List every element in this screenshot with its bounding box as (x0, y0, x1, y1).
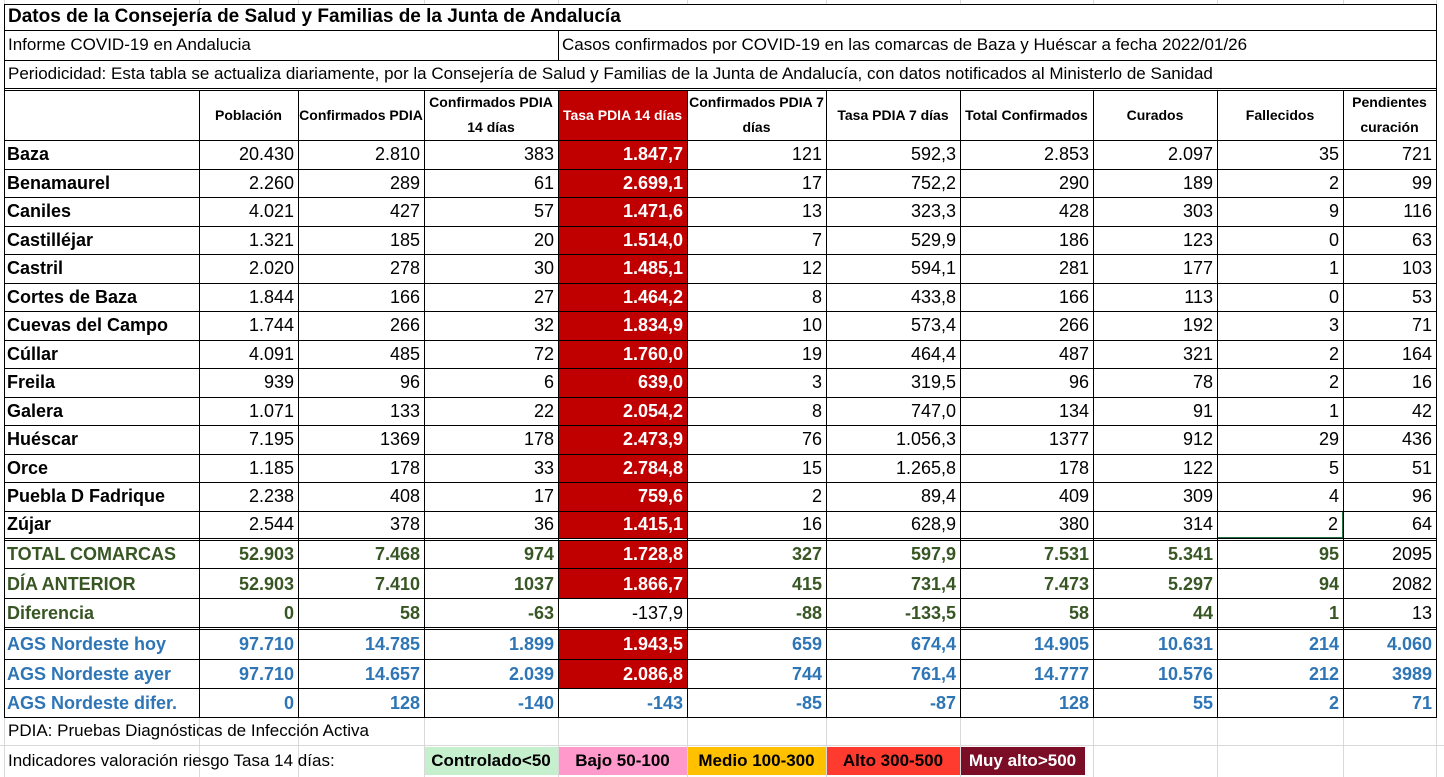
table-cell[interactable]: 113 (1184, 286, 1213, 307)
table-cell[interactable]: 64 (1411, 514, 1432, 534)
table-cell[interactable]: 428 (1058, 201, 1089, 221)
grid-line (558, 90, 559, 717)
municipio-name[interactable]: Galera (7, 400, 64, 421)
ags-label[interactable]: AGS Nordeste difer. (7, 692, 178, 713)
table-cell[interactable]: 178 (523, 429, 554, 449)
municipio-name[interactable]: Freila (7, 372, 56, 392)
cases-caption[interactable]: Casos confirmados por COVID-19 en las comarcas de Baza y Huéscar a fecha 2022/01/26 (562, 35, 1248, 54)
table-cell[interactable]: 8 (811, 400, 822, 421)
table-cell[interactable]: 1377 (1048, 429, 1089, 449)
municipio-name[interactable]: Baza (7, 144, 50, 164)
table-cell[interactable]: 22 (533, 400, 554, 421)
header-poblacion[interactable]: Población (215, 106, 282, 123)
ags-cell[interactable]: 128 (1058, 692, 1089, 713)
table-cell[interactable]: 383 (523, 144, 554, 164)
table-cell[interactable]: 35 (1318, 144, 1339, 164)
summary-cell[interactable]: 731,4 (910, 573, 956, 594)
summary-cell[interactable]: 5.297 (1167, 573, 1213, 594)
grid-line (4, 368, 1437, 369)
summary-cell[interactable]: 58 (399, 602, 420, 623)
ags-cell[interactable]: -85 (795, 692, 822, 713)
table-cell[interactable]: 2.853 (1043, 144, 1089, 164)
table-cell[interactable]: 61 (533, 172, 554, 193)
ags-cell[interactable]: 71 (1411, 692, 1432, 713)
table-cell[interactable]: 53 (1411, 286, 1432, 307)
table-cell[interactable]: 133 (389, 400, 420, 421)
table-cell[interactable]: 5 (1328, 457, 1339, 478)
table-cell[interactable]: 27 (533, 286, 554, 307)
table-cell[interactable]: 378 (389, 514, 420, 534)
summary-cell[interactable]: 94 (1318, 573, 1339, 594)
summary-cell[interactable]: 2095 (1391, 544, 1432, 564)
summary-cell[interactable]: 44 (1192, 602, 1213, 623)
table-cell[interactable]: 33 (533, 457, 554, 478)
table-cell[interactable]: 96 (1411, 486, 1432, 506)
indicators-label[interactable]: Indicadores valoración riesgo Tasa 14 días: (8, 751, 335, 770)
ags-cell[interactable]: 212 (1308, 663, 1339, 684)
ags-cell[interactable]: 214 (1308, 633, 1339, 654)
legend-controlado[interactable]: Controlado<50 (424, 747, 558, 775)
ags-cell[interactable]: 55 (1192, 692, 1213, 713)
legend-medio[interactable]: Medio 100-300 (687, 747, 826, 775)
table-cell[interactable]: 7 (811, 229, 822, 250)
table-cell[interactable]: 1.834,9 (558, 311, 687, 340)
table-cell[interactable]: 3 (811, 372, 822, 392)
municipio-name[interactable]: Caniles (7, 201, 72, 221)
grid-line (4, 717, 1437, 718)
table-cell[interactable]: 192 (1182, 315, 1213, 335)
table-cell[interactable]: 1.844 (248, 286, 294, 307)
table-cell[interactable]: 177 (1182, 258, 1213, 278)
grid-line (1436, 715, 1437, 777)
summary-cell[interactable]: -88 (795, 602, 822, 623)
municipio-name[interactable]: Huéscar (7, 429, 79, 449)
grid-line (4, 226, 1437, 227)
table-cell[interactable]: 2.544 (248, 514, 294, 534)
table-cell[interactable]: 409 (1058, 486, 1089, 506)
table-cell[interactable]: 2.097 (1167, 144, 1213, 164)
grid-line (4, 598, 1437, 599)
grid-line (4, 197, 1437, 198)
table-cell[interactable]: 2.810 (374, 144, 420, 164)
table-cell[interactable]: 166 (1058, 286, 1089, 307)
ags-cell[interactable]: 2.039 (508, 663, 554, 684)
ags-cell[interactable]: 10.631 (1157, 633, 1213, 654)
grid-line (4, 4, 1437, 5)
table-cell[interactable]: 42 (1411, 400, 1432, 421)
table-cell[interactable]: 96 (399, 372, 420, 392)
table-cell[interactable]: 639,0 (558, 368, 687, 397)
table-cell[interactable]: 1 (1328, 400, 1339, 421)
table-cell[interactable]: 487 (1058, 343, 1089, 364)
table-cell[interactable]: 15 (801, 457, 822, 478)
table-cell[interactable]: 529,9 (910, 229, 956, 250)
municipio-name[interactable]: Zújar (7, 514, 52, 534)
header-pendientes[interactable]: Pendientes curación (1352, 94, 1427, 135)
table-cell[interactable]: 1.744 (248, 315, 294, 335)
table-cell[interactable]: 51 (1411, 457, 1432, 478)
table-cell[interactable]: 1.321 (248, 229, 294, 250)
summary-cell[interactable]: 1037 (513, 573, 554, 594)
grid-line (4, 254, 1437, 255)
grid-line (4, 90, 1437, 91)
ags-cell[interactable]: 2.086,8 (558, 659, 687, 689)
table-cell[interactable]: 29 (1318, 429, 1339, 449)
legend-alto[interactable]: Alto 300-500 (826, 747, 960, 775)
table-cell[interactable]: 32 (533, 315, 554, 335)
table-cell[interactable]: 72 (533, 343, 554, 364)
table-cell[interactable]: 30 (533, 258, 554, 278)
table-cell[interactable]: 309 (1182, 486, 1213, 506)
table-cell[interactable]: 1.415,1 (558, 511, 687, 538)
table-cell[interactable]: 1.471,6 (558, 197, 687, 226)
table-cell[interactable]: 16 (1411, 372, 1432, 392)
ags-cell[interactable]: 3989 (1391, 663, 1432, 684)
table-cell[interactable]: 20.430 (238, 144, 294, 164)
grid-line (1217, 90, 1218, 717)
grid-line (687, 747, 688, 775)
table-cell[interactable]: 2.260 (248, 172, 294, 193)
table-cell[interactable]: 189 (1182, 172, 1213, 193)
municipio-name[interactable]: Benamaurel (7, 172, 111, 193)
table-cell[interactable]: 323,3 (910, 201, 956, 221)
municipio-name[interactable]: Puebla D Fadrique (7, 486, 166, 506)
table-cell[interactable]: 747,0 (910, 400, 956, 421)
table-cell[interactable]: 2 (1328, 372, 1339, 392)
summary-cell[interactable]: 415 (791, 573, 822, 594)
grid-line (4, 659, 1437, 660)
grid-line (424, 90, 425, 717)
table-cell[interactable]: 2.473,9 (558, 425, 687, 454)
table-cell[interactable]: 289 (389, 172, 420, 193)
table-cell[interactable]: 63 (1411, 229, 1432, 250)
summary-cell[interactable]: 7.410 (374, 573, 420, 594)
table-cell[interactable]: 573,4 (910, 315, 956, 335)
grid-line (4, 88, 1437, 89)
table-cell[interactable]: 116 (1403, 201, 1432, 221)
table-cell[interactable]: 314 (1182, 514, 1213, 534)
summary-cell[interactable]: 58 (1068, 602, 1089, 623)
grid-line (4, 425, 1437, 426)
grid-line (199, 90, 200, 717)
table-cell[interactable]: 164 (1401, 343, 1432, 364)
table-cell[interactable]: 1.265,8 (895, 457, 956, 478)
summary-cell[interactable]: 7.473 (1043, 573, 1089, 594)
table-cell[interactable]: 6 (543, 372, 554, 392)
table-cell[interactable]: 1.514,0 (558, 226, 687, 254)
grid-line (1436, 4, 1437, 717)
summary-cell[interactable]: 974 (523, 544, 554, 564)
table-cell[interactable]: 19 (801, 343, 822, 364)
grid-line (826, 90, 827, 717)
table-cell[interactable]: 2 (811, 486, 822, 506)
ags-cell[interactable]: -87 (929, 692, 956, 713)
grid-line (558, 747, 559, 775)
table-cell[interactable]: 103 (1401, 258, 1432, 278)
ags-cell[interactable]: 1.943,5 (558, 629, 687, 659)
ags-label[interactable]: AGS Nordeste ayer (7, 663, 172, 684)
table-cell[interactable]: 9 (1328, 201, 1339, 221)
table-cell[interactable]: 121 (791, 144, 822, 164)
summary-cell[interactable]: 7.531 (1043, 544, 1089, 564)
summary-cell[interactable]: 5.341 (1167, 544, 1213, 564)
report-name[interactable]: Informe COVID-19 en Andalucia (8, 35, 251, 54)
table-cell[interactable]: 17 (801, 172, 822, 193)
table-cell[interactable]: 266 (1058, 315, 1089, 335)
summary-label[interactable]: TOTAL COMARCAS (7, 544, 176, 564)
table-cell[interactable]: 178 (389, 457, 420, 478)
table-cell[interactable]: 408 (389, 486, 420, 506)
table-cell[interactable]: 2.699,1 (558, 169, 687, 197)
ags-cell[interactable]: 14.777 (1033, 663, 1089, 684)
municipio-name[interactable]: Castril (7, 258, 64, 278)
table-cell[interactable]: 2 (1217, 511, 1343, 538)
table-cell[interactable]: 321 (1182, 343, 1213, 364)
table-cell[interactable]: 17 (533, 486, 554, 506)
summary-cell[interactable]: 52.903 (238, 573, 294, 594)
table-cell[interactable]: 0 (1328, 286, 1339, 307)
grid-line (4, 454, 1437, 455)
ags-cell[interactable]: 1.899 (508, 633, 554, 654)
summary-cell[interactable]: 1.728,8 (558, 540, 687, 569)
summary-cell[interactable]: -137,9 (631, 602, 683, 623)
grid-line (1343, 90, 1344, 717)
grid-line (1217, 715, 1218, 777)
summary-cell[interactable]: 1 (1328, 602, 1339, 623)
table-cell[interactable]: 436 (1401, 429, 1432, 449)
header-blank[interactable] (4, 90, 199, 140)
table-cell[interactable]: 2.054,2 (558, 397, 687, 425)
table-cell[interactable]: 2 (1328, 343, 1339, 364)
grid-line (424, 747, 425, 775)
table-cell[interactable]: 4.021 (248, 201, 294, 221)
grid-line (4, 140, 1437, 141)
table-cell[interactable]: 266 (389, 315, 420, 335)
ags-label[interactable]: AGS Nordeste hoy (7, 633, 167, 654)
table-cell[interactable]: 1369 (379, 429, 420, 449)
table-cell[interactable]: 13 (801, 201, 822, 221)
header-confirmados-pdia[interactable]: Confirmados PDIA (299, 106, 423, 123)
table-cell[interactable]: 2.020 (248, 258, 294, 278)
table-cell[interactable]: 721 (1401, 144, 1432, 164)
table-cell[interactable]: 1.185 (248, 457, 294, 478)
table-cell[interactable]: 123 (1182, 229, 1213, 250)
grid-line (0, 745, 1444, 746)
municipio-name[interactable]: Cúllar (7, 343, 59, 364)
grid-line (4, 511, 1437, 512)
grid-line (1343, 715, 1344, 777)
summary-label[interactable]: Diferencia (7, 602, 95, 623)
summary-cell[interactable]: 13 (1411, 602, 1432, 623)
grid-line (4, 30, 1437, 31)
grid-line (960, 90, 961, 717)
table-cell[interactable]: 122 (1182, 457, 1213, 478)
ags-cell[interactable]: 10.576 (1157, 663, 1213, 684)
table-cell[interactable]: 319,5 (910, 372, 956, 392)
table-cell[interactable]: 186 (1058, 229, 1089, 250)
table-cell[interactable]: 594,1 (910, 258, 956, 278)
table-cell[interactable]: 71 (1411, 315, 1432, 335)
grid-line (4, 311, 1437, 312)
ags-cell[interactable]: 4.060 (1386, 633, 1432, 654)
grid-line (4, 629, 1437, 630)
header-fallecidos[interactable]: Fallecidos (1245, 106, 1315, 123)
table-cell[interactable]: 1.847,7 (558, 140, 687, 169)
table-cell[interactable]: 281 (1058, 258, 1089, 278)
grid-line (4, 60, 1437, 61)
table-cell[interactable]: 96 (1068, 372, 1089, 392)
table-cell[interactable]: 134 (1058, 400, 1089, 421)
grid-line (4, 283, 1437, 284)
table-cell[interactable]: 1.760,0 (558, 340, 687, 368)
summary-cell[interactable]: 95 (1318, 544, 1339, 564)
table-cell[interactable]: 752,2 (910, 172, 956, 193)
header-tasa-pdia-14[interactable]: Tasa PDIA 14 días (558, 90, 687, 140)
grid-line (4, 4, 5, 717)
ags-cell[interactable]: -140 (517, 692, 554, 713)
table-cell[interactable]: 20 (533, 229, 554, 250)
ags-cell[interactable]: 674,4 (910, 633, 956, 654)
header-tasa-pdia-7[interactable]: Tasa PDIA 7 días (837, 106, 949, 123)
table-cell[interactable]: 1.485,1 (558, 254, 687, 283)
municipio-name[interactable]: Cuevas del Campo (7, 315, 169, 335)
grid-line (4, 397, 1437, 398)
table-cell[interactable]: 278 (389, 258, 420, 278)
ags-cell[interactable]: 14.657 (364, 663, 420, 684)
table-cell[interactable]: 99 (1411, 172, 1432, 193)
table-cell[interactable]: 427 (389, 201, 420, 221)
summary-cell[interactable]: -63 (527, 602, 554, 623)
grid-line (1093, 715, 1094, 777)
table-cell[interactable]: 2.238 (248, 486, 294, 506)
table-cell[interactable]: 3 (1328, 315, 1339, 335)
ags-cell[interactable]: 2 (1328, 692, 1339, 713)
legend-bajo[interactable]: Bajo 50-100 (558, 747, 687, 775)
table-cell[interactable]: 10 (801, 315, 822, 335)
municipio-name[interactable]: Cortes de Baza (7, 286, 138, 307)
grid-line (4, 568, 1437, 569)
table-cell[interactable]: 0 (1328, 229, 1339, 250)
ags-cell[interactable]: 128 (389, 692, 420, 713)
ags-cell[interactable]: 97.710 (238, 663, 294, 684)
table-cell[interactable]: 2 (1328, 172, 1339, 193)
summary-label[interactable]: DÍA ANTERIOR (7, 573, 136, 594)
periodicity-note[interactable]: Periodicidad: Esta tabla se actualiza diariamente, por la Consejería de Salud y Familias de la Junta de Andalucía, con datos notificados al Ministerlo de Sanidad (8, 64, 1213, 83)
grid-line (1093, 90, 1094, 717)
summary-cell[interactable]: 52.903 (238, 544, 294, 564)
summary-cell[interactable]: 327 (791, 544, 822, 564)
grid-line (298, 90, 299, 717)
table-cell[interactable]: 628,9 (910, 514, 956, 534)
table-cell[interactable]: 36 (533, 514, 554, 534)
header-confirmados-pdia-14[interactable]: Confirmados PDIA 14 días (429, 94, 553, 135)
header-total-confirmados[interactable]: Total Confirmados (965, 106, 1088, 123)
table-cell[interactable]: 592,3 (910, 144, 956, 164)
table-cell[interactable]: 1.464,2 (558, 283, 687, 311)
summary-cell[interactable]: 7.468 (374, 544, 420, 564)
pdia-note[interactable]: PDIA: Pruebas Diagnósticas de Infección Activa (8, 721, 369, 740)
summary-cell[interactable]: 2082 (1391, 573, 1432, 594)
header-confirmados-pdia-7[interactable]: Confirmados PDIA 7 días (689, 94, 824, 135)
table-cell[interactable]: 1.056,3 (895, 429, 956, 449)
table-cell[interactable]: 433,8 (910, 286, 956, 307)
grid-line (4, 627, 1437, 628)
grid-line (4, 482, 1437, 483)
grid-line (687, 90, 688, 717)
table-cell[interactable]: 91 (1192, 400, 1213, 421)
table-cell[interactable]: 939 (263, 372, 294, 392)
table-cell[interactable]: 12 (801, 258, 822, 278)
grid-line (826, 747, 827, 775)
ags-cell[interactable]: 14.905 (1033, 633, 1089, 654)
summary-cell[interactable]: -133,5 (904, 602, 956, 623)
table-cell[interactable]: 57 (533, 201, 554, 221)
grid-line (960, 747, 961, 775)
table-cell[interactable]: 166 (389, 286, 420, 307)
ags-cell[interactable]: 0 (283, 692, 294, 713)
table-cell[interactable]: 76 (801, 429, 822, 449)
municipio-name[interactable]: Orce (7, 457, 49, 478)
table-cell[interactable]: 912 (1182, 429, 1213, 449)
summary-cell[interactable]: 597,9 (910, 544, 956, 564)
table-cell[interactable]: 178 (1058, 457, 1089, 478)
legend-muy-alto[interactable]: Muy alto>500 (960, 747, 1085, 775)
ags-cell[interactable]: 14.785 (364, 633, 420, 654)
table-cell[interactable]: 380 (1058, 514, 1089, 534)
table-cell[interactable]: 2.784,8 (558, 454, 687, 482)
grid-line (4, 169, 1437, 170)
table-title[interactable]: Datos de la Consejería de Salud y Familias de la Junta de Andalucía (8, 6, 621, 27)
table-cell[interactable]: 78 (1192, 372, 1213, 392)
summary-cell[interactable]: 1.866,7 (558, 569, 687, 599)
ags-cell[interactable]: -143 (646, 692, 683, 713)
grid-line (4, 688, 1437, 689)
grid-line (4, 538, 1437, 539)
summary-cell[interactable]: 0 (283, 602, 294, 623)
table-cell[interactable]: 185 (389, 229, 420, 250)
municipio-name[interactable]: Castilléjar (7, 229, 94, 250)
table-cell[interactable]: 1.071 (248, 400, 294, 421)
table-cell[interactable]: 7.195 (248, 429, 294, 449)
ags-cell[interactable]: 744 (791, 663, 822, 684)
ags-cell[interactable]: 761,4 (910, 663, 956, 684)
table-cell[interactable]: 303 (1182, 201, 1213, 221)
ags-cell[interactable]: 97.710 (238, 633, 294, 654)
table-cell[interactable]: 485 (389, 343, 420, 364)
table-cell[interactable]: 16 (801, 514, 822, 534)
ags-cell[interactable]: 659 (791, 633, 822, 654)
table-cell[interactable]: 1 (1328, 258, 1339, 278)
table-cell[interactable]: 8 (811, 286, 822, 307)
table-cell[interactable]: 89,4 (920, 486, 956, 506)
table-cell[interactable]: 759,6 (558, 482, 687, 511)
table-cell[interactable]: 4 (1328, 486, 1339, 506)
grid-line (4, 340, 1437, 341)
table-cell[interactable]: 4.091 (248, 343, 294, 364)
table-cell[interactable]: 290 (1058, 172, 1089, 193)
grid-line (4, 540, 1437, 541)
grid-line (558, 30, 559, 60)
table-cell[interactable]: 464,4 (910, 343, 956, 364)
header-curados[interactable]: Curados (1126, 106, 1184, 123)
